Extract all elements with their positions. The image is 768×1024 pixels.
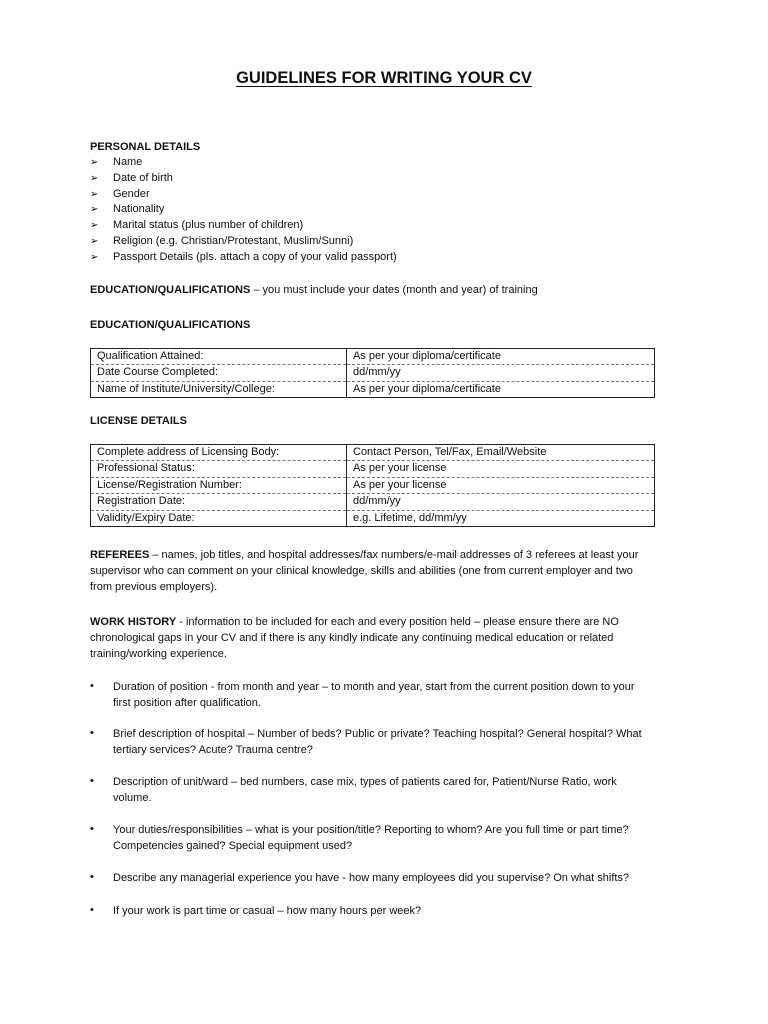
license-table bbox=[90, 444, 655, 527]
bullet-icon: • bbox=[90, 680, 94, 692]
arrow-bullet-icon: ➢ bbox=[90, 204, 99, 216]
table-row: Validity/Expiry Date: e.g. Lifetime, dd/mm/yy bbox=[91, 510, 655, 526]
arrow-bullet-icon: ➢ bbox=[90, 188, 99, 200]
table-row: License/Registration Number: As per your license bbox=[91, 477, 655, 493]
bullet-icon: • bbox=[90, 775, 94, 787]
list-item: • Your duties/responsibilities – what is your position/title? Reporting to whom? Are you full time or part time? Competencies gained? Special equipment used? bbox=[90, 823, 690, 854]
list-item: ➢ Religion (e.g. Christian/Protestant, Muslim/Sunni) bbox=[90, 234, 690, 250]
table-row: Name of Institute/University/College: As per your diploma/certificate bbox=[91, 381, 655, 397]
list-item: ➢ Date of birth bbox=[90, 171, 690, 187]
education-note: EDUCATION/QUALIFICATIONS – you must include your dates (month and year) of training bbox=[90, 284, 538, 296]
list-item: • Brief description of hospital – Number of beds? Public or private? Teaching hospital? General hospital? What tertiary services? Acute? Trauma centre? bbox=[90, 727, 690, 758]
table-row: Date Course Completed: dd/mm/yy bbox=[91, 365, 655, 381]
table-row: Professional Status: As per your license bbox=[91, 461, 655, 477]
list-item: ➢ Passport Details (pls. attach a copy of your valid passport) bbox=[90, 250, 690, 266]
table-row: Complete address of Licensing Body: Contact Person, Tel/Fax, Email/Website bbox=[91, 445, 655, 461]
list-item: ➢ Marital status (plus number of children) bbox=[90, 218, 690, 234]
bullet-icon: • bbox=[90, 727, 94, 739]
list-item: ➢ Nationality bbox=[90, 202, 690, 218]
arrow-bullet-icon: ➢ bbox=[90, 220, 99, 232]
referees-paragraph: REFEREES – names, job titles, and hospital addresses/fax numbers/e-mail addresses of 3 referees at least your supervisor who can comment on your clinical knowledge, skills and abilities (one from current employer and two from previous employers). bbox=[90, 549, 639, 593]
license-heading: LICENSE DETAILS bbox=[90, 415, 187, 427]
list-item: • Describe any managerial experience you have - how many employees did you supervise? On what shifts? bbox=[90, 871, 690, 887]
education-table bbox=[90, 348, 655, 398]
bullet-icon: • bbox=[90, 823, 94, 835]
list-item: • If your work is part time or casual – how many hours per week? bbox=[90, 904, 690, 920]
table-row: Qualification Attained: As per your diploma/certificate bbox=[91, 349, 655, 365]
list-item: • Description of unit/ward – bed numbers, case mix, types of patients cared for, Patient/Nurse Ratio, work volume. bbox=[90, 775, 690, 806]
arrow-bullet-icon: ➢ bbox=[90, 157, 99, 168]
bullet-icon: • bbox=[90, 871, 94, 883]
work-history-paragraph: WORK HISTORY - information to be included for each and every position held – please ensure there are NO chronological gaps in your CV and if there is any kindly indicate any continuing medical education or related training/working experience. bbox=[90, 616, 619, 660]
personal-details-section bbox=[90, 139, 690, 266]
arrow-bullet-icon: ➢ bbox=[90, 235, 99, 247]
list-item: ➢ Gender bbox=[90, 187, 690, 203]
document-title: GUIDELINES FOR WRITING YOUR CV bbox=[236, 69, 532, 87]
table-row: Registration Date: dd/mm/yy bbox=[91, 494, 655, 510]
arrow-bullet-icon: ➢ bbox=[90, 251, 99, 263]
personal-details-list bbox=[90, 155, 690, 266]
education-heading: EDUCATION/QUALIFICATIONS bbox=[90, 319, 251, 331]
personal-details-heading: PERSONAL DETAILS bbox=[90, 141, 201, 153]
arrow-bullet-icon: ➢ bbox=[90, 172, 99, 184]
list-item: ➢ Name bbox=[90, 155, 690, 171]
list-item: • Duration of position - from month and year – to month and year, start from the current position down to your first position after qualification. bbox=[90, 680, 690, 711]
bullet-icon: • bbox=[90, 904, 94, 916]
